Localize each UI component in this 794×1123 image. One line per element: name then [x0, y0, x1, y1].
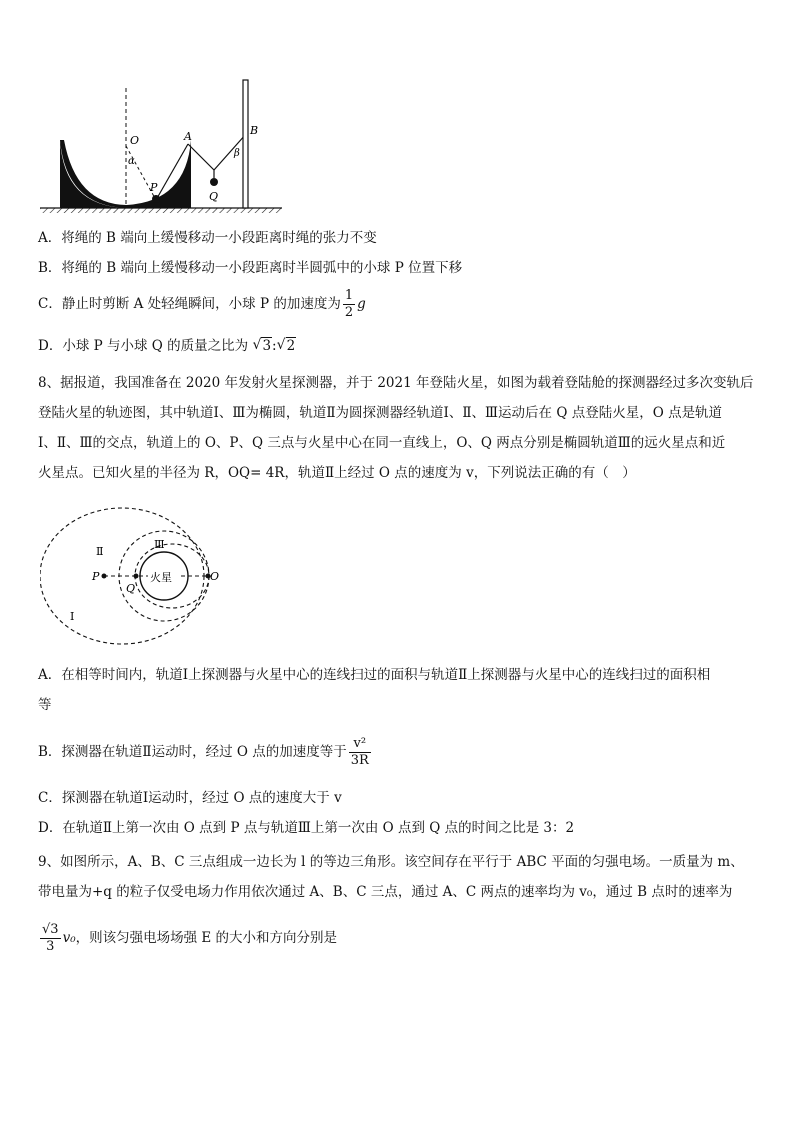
q7-option-a: A．将绳的 B 端向上缓慢移动一小段距离时绳的张力不变: [38, 230, 377, 246]
q8-stem: [38, 368, 758, 488]
fraction-numerator: 1: [344, 288, 354, 303]
q7-option-c-text: C．静止时剪断 A 处轻绳瞬间，小球 P 的加速度为: [38, 296, 341, 312]
ratio-sep: :: [272, 338, 277, 354]
label-P: P: [92, 570, 100, 583]
label-O: O: [210, 570, 220, 583]
q8-option-b-text: B．探测器在轨道Ⅱ运动时，经过 O 点的加速度等于: [38, 744, 347, 760]
q7-option-c-g: g: [357, 296, 366, 312]
label-orbit-III: Ⅲ: [154, 538, 165, 551]
label-mars: 火星: [150, 571, 172, 584]
label-O: O: [130, 134, 140, 147]
label-B: B: [250, 124, 259, 137]
q9-stem-line1: 9、如图所示，A、B、C 三点组成一边长为 l 的等边三角形。该空间存在平行于 ABC 平面的匀强电场。一质量为 m、: [38, 854, 744, 870]
radicand: 2: [286, 338, 296, 354]
label-beta: β: [234, 148, 240, 159]
q8-stem-line: Ⅰ、Ⅱ、Ⅲ的交点，轨道上的 O、P、Q 三点与火星中心在同一直线上，O、Q 两点分别是椭圆轨道Ⅲ的远火星点和近: [38, 435, 726, 451]
label-Q: Q: [126, 582, 136, 595]
label-A: A: [184, 130, 192, 143]
q9-stem-line2: 带电量为+q 的粒子仅受电场力作用依次通过 A、B、C 三点，通过 A、C 两点的速率均为 v₀，通过 B 点时的速率为: [38, 884, 733, 900]
label-orbit-I: Ⅰ: [70, 610, 75, 623]
label-Q: Q: [209, 190, 219, 203]
fraction-denominator: 3: [46, 939, 55, 954]
figure-rope-pulley: [36, 78, 286, 218]
q8-stem-line: 8、据报道，我国准备在 2020 年发射火星探测器，并于 2021 年登陆火星，如图为载着登陆舱的探测器经过多次变轨后: [38, 375, 754, 391]
q8-option-c: C．探测器在轨道Ⅰ运动时，经过 O 点的速度大于 v: [38, 790, 342, 806]
q7-option-c: [38, 286, 366, 322]
q7-option-d-text: D．小球 P 与小球 Q 的质量之比为: [38, 338, 249, 354]
q8-option-a-line: A．在相等时间内，轨道Ⅰ上探测器与火星中心的连线扫过的面积与轨道Ⅱ上探测器与火星中心的连线扫过的面积相: [38, 667, 711, 683]
q9-v0: v₀: [62, 930, 76, 946]
sqrt-3: [252, 336, 272, 356]
label-orbit-II: Ⅱ: [96, 545, 104, 558]
q9-fraction: [40, 922, 61, 955]
q7-option-d: [38, 336, 296, 356]
q9-stem-line3: [38, 918, 337, 958]
fraction-numerator: v²: [349, 736, 371, 753]
q8-option-d: D．在轨道Ⅱ上第一次由 O 点到 P 点与轨道Ⅲ上第一次由 O 点到 Q 点的时间之比是 3：2: [38, 820, 575, 836]
fraction-denominator: 3R: [350, 753, 369, 768]
fraction-denominator: 2: [344, 305, 354, 320]
q7-option-c-fraction: [343, 288, 355, 321]
q9-stem-line3-text: ，则该匀强电场场强 E 的大小和方向分别是: [75, 930, 338, 946]
q8-option-b-fraction: [349, 736, 371, 769]
radicand: 3: [262, 338, 272, 354]
q8-stem-line: 登陆火星的轨迹图，其中轨道Ⅰ、Ⅲ为椭圆，轨道Ⅱ为圆探测器经轨道Ⅰ、Ⅱ、Ⅲ运动后在 Q 点登陆火星，O 点是轨道: [38, 405, 723, 421]
q8-option-a-line: 等: [38, 697, 52, 713]
q8-stem-line: 火星点。已知火星的半径为 R，OQ= 4R，轨道Ⅱ上经过 O 点的速度为 v，下列说法正确的有（ ）: [38, 465, 636, 481]
q8-option-a: [38, 660, 758, 720]
sqrt-2: [277, 336, 297, 356]
q8-option-b: [38, 734, 373, 770]
label-alpha: α: [128, 156, 135, 167]
fraction-numerator: √3: [42, 922, 59, 937]
figure-mars-orbits: [40, 502, 230, 650]
label-P: P: [150, 181, 158, 194]
q7-option-b: B．将绳的 B 端向上缓慢移动一小段距离时半圆弧中的小球 P 位置下移: [38, 260, 463, 276]
